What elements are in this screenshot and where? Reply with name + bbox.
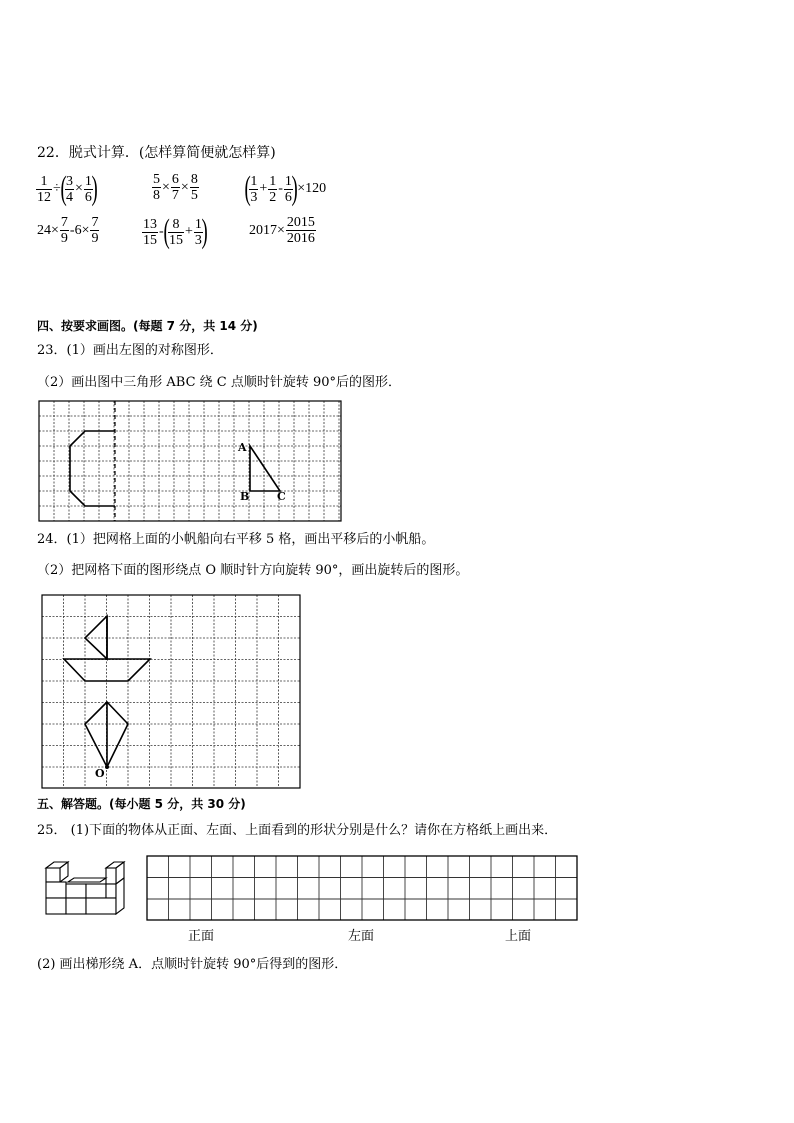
expr-2: $\frac{5}{8}$ × $\frac{6}{7}$ × $\frac{8}{5}$ — [153, 172, 198, 203]
fraction: $\frac{1}{12}$ — [37, 173, 51, 205]
view-left-label: 左面 — [348, 929, 375, 944]
point-o — [105, 765, 109, 769]
q24-grid — [41, 594, 303, 790]
q23-line2: （2）画出图中三角形 ABC 绕 C 点顺时针旋转 90°后的图形． — [37, 375, 402, 390]
cube-figure — [42, 860, 132, 918]
q23-line1: 23．(1）画出左图的对称图形． — [37, 343, 223, 358]
label-b: B — [240, 490, 250, 503]
q23-grid — [38, 400, 342, 522]
view-front-label: 正面 — [188, 929, 215, 944]
label-o: O — [95, 767, 105, 780]
q24-line2: （2）把网格下面的图形绕点 O 顺时针方向旋转 90°，画出旋转后的图形。 — [37, 563, 469, 578]
label-a: A — [238, 441, 247, 454]
expr-1: $\frac{1}{12}$ ÷ ( $\frac{3}{4}$ × $\frac{1}{6}$ ) — [37, 170, 98, 207]
label-c: C — [277, 490, 286, 503]
q25-line2: (2) 画出梯形绕 A．点顺时针旋转 90°后得到的图形． — [37, 957, 348, 972]
q25-grid — [146, 855, 578, 922]
sailboat — [64, 616, 150, 681]
view-top-label: 上面 — [505, 929, 532, 944]
expr-5: $\frac{13}{15}$ - ( $\frac{8}{15}$ + $\frac{1}{3}$ ) — [143, 213, 208, 250]
expr-6: 2017× $\frac{2015}{2016}$ — [249, 215, 315, 246]
kite-shape — [85, 702, 128, 767]
q22-title: 22．脱式计算．(怎样算简便就怎样算) — [37, 145, 276, 161]
expr-3: ( $\frac{1}{3}$ + $\frac{1}{2}$ - $\frac{1}{6}$ ) ×120 — [244, 170, 327, 207]
q24-line1: 24．(1）把网格上面的小帆船向右平移 5 格，画出平移后的小帆船。 — [37, 532, 435, 547]
expr-4: 24× $\frac{7}{9}$ -6× $\frac{7}{9}$ — [37, 215, 99, 246]
half-octagon-shape — [70, 431, 115, 506]
triangle-abc — [250, 446, 280, 491]
q25-line1: 25． (1)下面的物体从正面、左面、上面看到的形状分别是什么？请你在方格纸上画出来． — [37, 823, 558, 838]
section4-heading: 四、按要求画图。(每题 7 分，共 14 分) — [37, 319, 258, 333]
section5-heading: 五、解答题。(每小题 5 分，共 30 分) — [37, 797, 246, 811]
